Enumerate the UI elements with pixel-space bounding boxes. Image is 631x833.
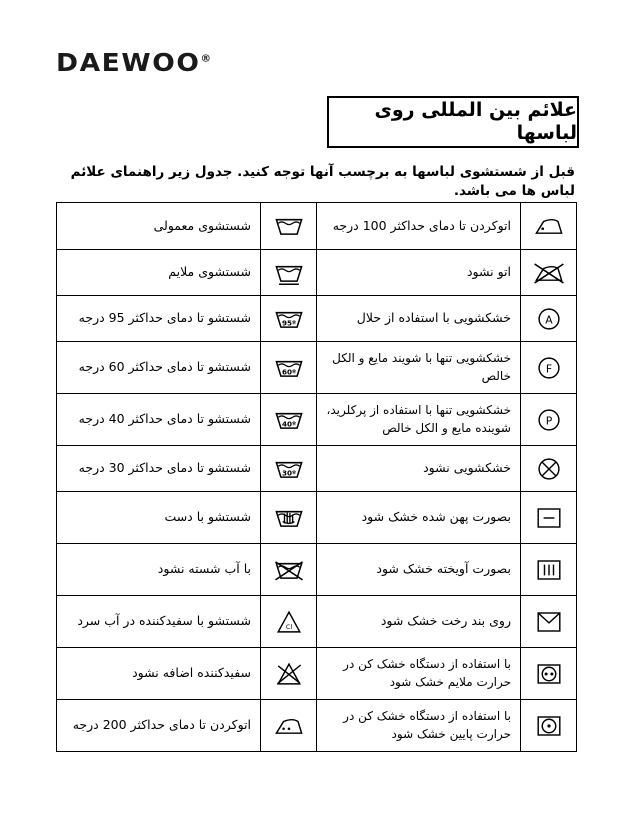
- symbol-iron-two-dots: [261, 700, 317, 752]
- cell-text: اتو نشود: [317, 250, 521, 296]
- table-row: [57, 250, 577, 296]
- cell-text: شستشو تا دمای حداکثر 40 درجه: [57, 394, 261, 446]
- cell-text: شستشو با سفیدکننده در آب سرد: [57, 596, 261, 648]
- cell-text: بصورت پهن شده خشک شود: [317, 492, 521, 544]
- cell-text: شستشوی ملایم: [57, 250, 261, 296]
- cell-text: بصورت آویخته خشک شود: [317, 544, 521, 596]
- cell-text: سفیدکننده اضافه نشود: [57, 648, 261, 700]
- intro-paragraph: قبل از شستشوی لباسها به برچسب آنها توجه کنید. جدول زیر راهنمای علائم لباس ها می باشد.: [70, 164, 575, 199]
- symbol-iron-crossed: [521, 250, 577, 296]
- brand-name: DAEWOO®: [56, 48, 212, 77]
- table-row: [57, 700, 577, 752]
- svg-text:60º: 60º: [281, 366, 296, 376]
- table-row: [57, 394, 577, 446]
- brand-logo: [56, 48, 575, 77]
- symbol-tumble-dry-two-dots: [521, 648, 577, 700]
- svg-text:A: A: [544, 313, 553, 326]
- svg-text:P: P: [545, 414, 552, 427]
- table-row: [57, 446, 577, 492]
- cell-text: اتوکردن تا دمای حداکثر 200 درجه: [57, 700, 261, 752]
- care-symbols-table: [56, 202, 577, 752]
- page-title-box: [327, 96, 579, 148]
- cell-text: شستشو تا دمای حداکثر 60 درجه: [57, 342, 261, 394]
- symbol-dryclean-f: [521, 342, 577, 394]
- svg-text:30º: 30º: [281, 467, 296, 477]
- svg-text:40º: 40º: [281, 418, 296, 428]
- symbol-iron-one-dot: [521, 203, 577, 250]
- table-row: [57, 648, 577, 700]
- page-title: علائم بین المللی روی لباسها: [374, 99, 577, 144]
- symbol-wash-tub-crossed: [261, 544, 317, 596]
- svg-text:95º: 95º: [281, 317, 296, 327]
- symbol-dryclean-p: [521, 394, 577, 446]
- svg-text:Cl: Cl: [285, 623, 292, 631]
- symbol-dry-flat: [521, 492, 577, 544]
- symbol-wash-tub-40: [261, 394, 317, 446]
- symbol-wash-tub: [261, 203, 317, 250]
- symbol-dryclean-crossed: [521, 446, 577, 492]
- cell-text: شستشوی معمولی: [57, 203, 261, 250]
- symbol-wash-tub-bar: [261, 250, 317, 296]
- cell-text: خشکشویی تنها با شویند مایع و الکل خالص: [317, 342, 521, 394]
- cell-text: خشکشویی با استفاده از حلال: [317, 296, 521, 342]
- symbol-wash-tub-30: [261, 446, 317, 492]
- table-row: [57, 342, 577, 394]
- symbol-bleach-cold-cl: [261, 596, 317, 648]
- table-row: [57, 596, 577, 648]
- registered-mark: ®: [200, 53, 212, 65]
- cell-text: با استفاده از دستگاه خشک کن در حرارت پایین خشک شود: [317, 700, 521, 752]
- cell-text: اتوکردن تا دمای حداکثر 100 درجه: [317, 203, 521, 250]
- symbol-dryclean-a: [521, 296, 577, 342]
- symbol-bleach-crossed: [261, 648, 317, 700]
- cell-text: شستشو با دست: [57, 492, 261, 544]
- symbol-drip-dry-vertical: [521, 544, 577, 596]
- table-row: [57, 544, 577, 596]
- cell-text: شستشو تا دمای حداکثر 95 درجه: [57, 296, 261, 342]
- symbol-wash-tub-95: [261, 296, 317, 342]
- table-row: [57, 296, 577, 342]
- cell-text: روی بند رخت خشک شود: [317, 596, 521, 648]
- svg-text:F: F: [545, 362, 552, 375]
- cell-text: خشکشویی تنها با استفاده از پرکلرید، شوینده مایع و الکل خالص: [317, 394, 521, 446]
- symbol-hand-wash: [261, 492, 317, 544]
- cell-text: با استفاده از دستگاه خشک کن در حرارت ملایم خشک شود: [317, 648, 521, 700]
- symbol-line-dry: [521, 596, 577, 648]
- symbol-tumble-dry-one-dot: [521, 700, 577, 752]
- symbol-wash-tub-60: [261, 342, 317, 394]
- cell-text: شستشو تا دمای حداکثر 30 درجه: [57, 446, 261, 492]
- table-row: [57, 203, 577, 250]
- cell-text: خشکشویی نشود: [317, 446, 521, 492]
- cell-text: با آب شسته نشود: [57, 544, 261, 596]
- table-row: [57, 492, 577, 544]
